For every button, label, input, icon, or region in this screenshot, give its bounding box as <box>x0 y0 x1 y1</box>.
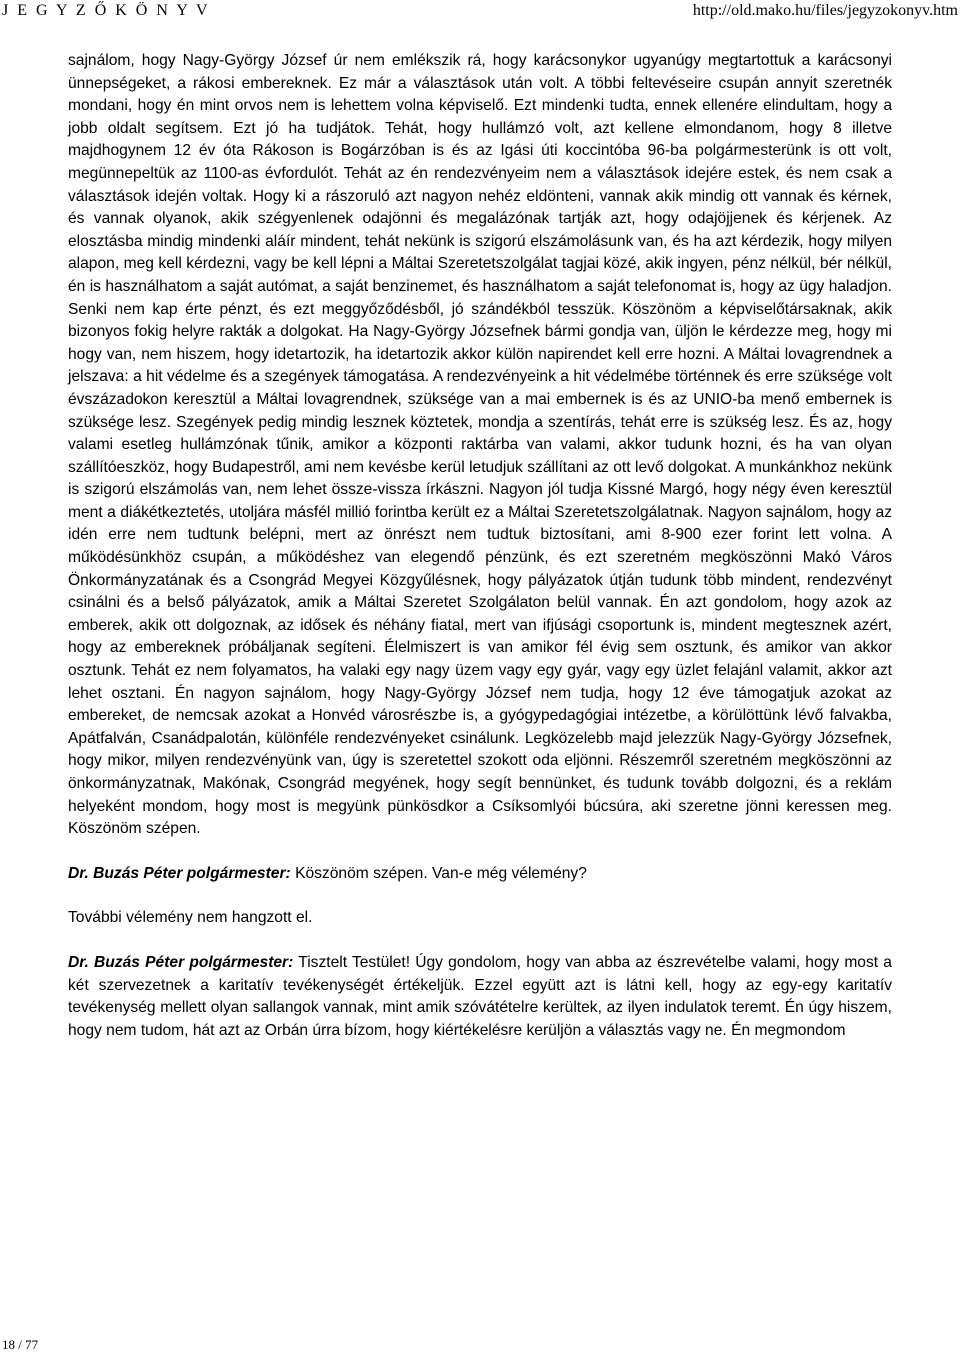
document-body <box>68 50 892 1042</box>
speaker-label: Dr. Buzás Péter polgármester: <box>68 953 294 971</box>
paragraph-mayor-2 <box>68 952 892 1042</box>
speaker-label: Dr. Buzás Péter polgármester: <box>68 864 291 882</box>
page-header <box>0 0 960 22</box>
source-url: http://old.mako.hu/files/jegyzokonyv.htm <box>692 2 958 19</box>
paragraph-mayor-1 <box>68 863 892 886</box>
paragraph-no-more-opinion: További vélemény nem hangzott el. <box>68 909 313 927</box>
paragraph-statement: sajnálom, hogy Nagy-György József úr nem emlékszik rá, hogy karácsonykor ugyanúgy megtartottuk a karácsonyi ünnepségeket, a rákosi embereknek. Ez már a választások után volt. A többi feltevéseire csupán annyit szeretnék mondani, hogy én mint orvos nem is lehettem volna képviselő. Ezt mindenki tudta, ennek ellenére elindultam, hogy a jobb oldalt segítsem. Ezt jó ha tudjátok. Tehát, hogy hullámzó volt, azt kellene elmondanom, hogy 8 illetve majdhogynem 12 év óta Rákoson is Bogárzóban is és az Igási úti koccintóba 96-ba polgármesterünk is ott volt, megünnepeltük az 1100-as évfordulót. Tehát az én rendezvényeim nem a választások idejére estek, és nem csak a választások idején voltak. Hogy ki a rászoruló azt nagyon nehéz eldönteni, vannak akik mindig ott vannak és kérnek, és vannak olyanok, akik szégyenlenek odajönni és megalázónak tartják azt, hogy odajöjjenek és kérjenek. Az elosztásba mindig mindenki aláír mindent, tehát nekünk is szigorú elszámolásunk van, és ha azt kérdezik, hogy milyen alapon, meg kell kérdezni, vagy be kell lépni a Máltai Szeretetszolgálat tagjai közé, akik ingyen, pénz nélkül, bér nélkül, én is használhatom a saját autómat, a saját benzinemet, és használhatom a saját telefonomat is, hogy az ügy haladjon. Senki nem kap érte pénzt, és ezt meggyőződésből, jó szándékból tesszük. Köszönöm a képviselőtársaknak, akik bizonyos fokig helyre rakták a dolgokat. Ha Nagy-György Józsefnek bármi gondja van, üljön le kérdezze meg, hogy mi hogy van, nem hiszem, hogy idetartozik, ha idetartozik akkor külön napirendet kell erre hozni. A Máltai lovagrendnek a jelszava: a hit védelme és a szegények támogatása. A rendezvényeink a hit védelmébe történnek és erre szüksége volt évszázadokon keresztül a Máltai lovagrendnek, szüksége van a mai embernek is és az UNIO-ba menő embernek is szüksége lesz. Szegények pedig mindig lesznek köztetek, mondja a szentírás, tehát erre is szükség lesz. És az, hogy valami esetleg hullámzónak tűnik, amikor a központi raktárba van valami, akkor tudunk hozni, és ha van olyan szállítóeszköz, hogy Budapestről, ami nem kevésbe kerül letudjuk szállítani az ott levő dolgokat. A munkánkhoz nekünk is szigorú elszámolás van, nem lehet össze-vissza írkászni. Nagyon jól tudja Kissné Margó, hogy négy éven keresztül ment a diákétkeztetés, utoljára másfél millió forintba került ez a Máltai Szeretetszolgálatnak. Nagyon sajnálom, hogy az idén erre nem tudtunk belépni, mert az önrészt nem tudtuk biztosítani, ami 8-900 ezer forint lett volna. A működésünkhöz csupán, a működéshez van elegendő pénzünk, és ezt szeretném megköszönni Makó Város Önkormányzatának és a Csongrád Megyei Közgyűlésnek, hogy pályázatok útján tudunk több mindent, rendezvényt csinálni és a belső pályázatok, amik a Máltai Szeretet Szolgálaton belül vannak. Én azt gondolom, hogy azok az emberek, akik ott dolgoznak, az idősek és néhány fiatal, mert van ifjúsági csoportunk is, mindent megtesznek azért, hogy az embereknek próbáljanak segíteni. Élelmiszert is van amikor fél évig sem osztunk, és amikor van akkor osztunk. Tehát ez nem folyamatos, ha valaki egy nagy üzem vagy egy gyár, vagy egy üzlet felajánl valamit, akkor azt lehet osztani. Én nagyon sajnálom, hogy Nagy-György József nem tudja, hogy 12 éve támogatjuk azokat az embereket, de nemcsak azokat a Honvéd városrészbe is, a gyógypedagógiai intézetbe, a körülöttünk lévő falvakba, Apátfalván, Csanádpalotán, különféle rendezvényeket csinálunk. Legközelebb majd jelezzük Nagy-György Józsefnek, hogy mikor, milyen rendezvényünk van, úgy is szeretettel szokott oda eljönni. Részemről szeretném megköszönni az önkormányzatnak, Makónak, Csongrád megyének, hogy segít bennünket, és tudunk tovább dolgozni, és a reklám helyeként mondom, hogy most is megyünk pünkösdkor a Csíksomlyói búcsúra, aki szeretne jönni keressen meg. Köszönöm szépen. <box>68 52 892 838</box>
speech-text: Köszönöm szépen. Van-e még vélemény? <box>290 864 587 882</box>
page-number: 18 / 77 <box>2 1337 39 1352</box>
speech-text: Tisztelt Testület! Úgy gondolom, hogy van abba az észrevételbe valami, hogy most a két szervezetnek a karitatív tevékenységét értékeljük. Ezzel együtt azt is látni kell, hogy az egy-egy karitatív tevékenység mellett olyan sallangok vannak, mint amik szóvátételre kerültek, az ilyen indulatok teremt. Én úgy hiszem, hogy nem tudom, hát azt az Orbán úrra bízom, hogy kiértékelésre kerüljön a választás vagy ne. Én megmondom <box>68 953 892 1039</box>
document-title: J E G Y Z Ő K Ö N Y V <box>2 2 211 19</box>
